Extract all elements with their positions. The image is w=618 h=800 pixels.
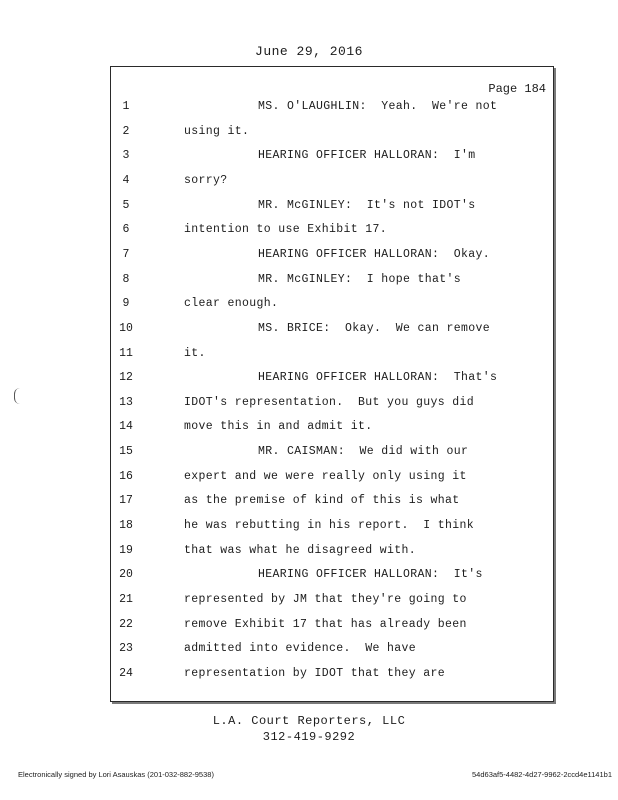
line-number: 18 — [119, 519, 133, 533]
transcript-line — [0, 642, 618, 666]
transcript-line — [0, 519, 618, 543]
transcript-line — [0, 347, 618, 371]
transcript-line — [0, 593, 618, 617]
line-number: 2 — [122, 124, 130, 138]
transcript-line — [0, 396, 618, 420]
line-number: 7 — [122, 247, 130, 261]
line-text: MR. McGINLEY: It's not IDOT's — [258, 198, 476, 212]
line-number: 24 — [119, 666, 133, 680]
line-number: 10 — [119, 321, 133, 335]
transcript-line — [0, 273, 618, 297]
line-text: remove Exhibit 17 that has already been — [184, 617, 467, 631]
transcript-line — [0, 297, 618, 321]
line-text: clear enough. — [184, 297, 279, 311]
transcript-line — [0, 248, 618, 272]
line-text: intention to use Exhibit 17. — [184, 223, 388, 237]
transcript-line — [0, 470, 618, 494]
transcript-line — [0, 149, 618, 173]
line-text: HEARING OFFICER HALLORAN: I'm — [258, 149, 476, 163]
transcript-line — [0, 322, 618, 346]
line-number: 23 — [119, 642, 133, 656]
line-text: MR. CAISMAN: We did with our — [258, 445, 469, 459]
line-number: 14 — [119, 420, 133, 434]
line-text: admitted into evidence. We have — [184, 642, 417, 656]
line-number: 22 — [119, 617, 133, 631]
line-text: that was what he disagreed with. — [184, 543, 417, 557]
transcript-line — [0, 174, 618, 198]
line-text: sorry? — [184, 173, 228, 187]
electronic-signature-note: Electronically signed by Lori Asauskas (201-032-882-9538) — [18, 770, 214, 779]
line-number: 19 — [119, 543, 133, 557]
line-number: 12 — [119, 371, 133, 385]
document-id: 54d63af5-4482-4d27-9962-2ccd4e1141b1 — [472, 770, 612, 779]
line-text: IDOT's representation. But you guys did — [184, 395, 475, 409]
line-text: using it. — [184, 124, 250, 138]
line-number: 5 — [122, 198, 130, 212]
line-number: 13 — [119, 395, 133, 409]
line-text: as the premise of kind of this is what — [184, 494, 460, 508]
line-text: move this in and admit it. — [184, 420, 373, 434]
line-number: 20 — [119, 568, 133, 582]
line-number: 3 — [122, 149, 130, 163]
transcript-line — [0, 445, 618, 469]
court-reporter-name: L.A. Court Reporters, LLC — [212, 714, 406, 728]
line-number: 6 — [122, 223, 130, 237]
scan-artifact — [14, 388, 20, 404]
transcript-line — [0, 125, 618, 149]
line-text: HEARING OFFICER HALLORAN: That's — [258, 371, 498, 385]
line-number: 17 — [119, 494, 133, 508]
line-text: representation by IDOT that they are — [184, 666, 446, 680]
line-text: it. — [184, 346, 206, 360]
line-number: 11 — [119, 346, 133, 360]
line-number: 4 — [122, 173, 130, 187]
line-number: 1 — [122, 100, 130, 113]
line-text: HEARING OFFICER HALLORAN: It's — [258, 568, 483, 582]
transcript-line — [0, 420, 618, 444]
line-text: MR. McGINLEY: I hope that's — [258, 272, 462, 286]
transcript-line — [0, 371, 618, 395]
transcript-line — [0, 223, 618, 247]
transcript-line — [0, 568, 618, 592]
transcript-line — [0, 544, 618, 568]
transcript-line — [0, 667, 618, 691]
line-text: expert and we were really only using it — [184, 469, 467, 483]
line-text: HEARING OFFICER HALLORAN: Okay. — [258, 247, 491, 261]
line-number: 16 — [119, 469, 133, 483]
line-text: MS. BRICE: Okay. We can remove — [258, 321, 491, 335]
line-number: 15 — [119, 445, 133, 459]
transcript-line — [0, 494, 618, 518]
transcript-line — [0, 618, 618, 642]
transcript-line — [0, 199, 618, 223]
line-number: 21 — [119, 593, 133, 606]
line-number: 8 — [122, 272, 130, 286]
line-text: represented by JM that they're going to — [184, 593, 467, 606]
line-text: MS. O'LAUGHLIN: Yeah. We're not — [258, 100, 498, 113]
page-number: Page 184 — [488, 82, 546, 96]
transcript-date: June 29, 2016 — [255, 44, 363, 59]
transcript-line — [0, 100, 618, 124]
line-number: 9 — [122, 297, 130, 311]
line-text: he was rebutting in his report. I think — [184, 519, 475, 533]
court-reporter-phone: 312-419-9292 — [262, 730, 356, 744]
